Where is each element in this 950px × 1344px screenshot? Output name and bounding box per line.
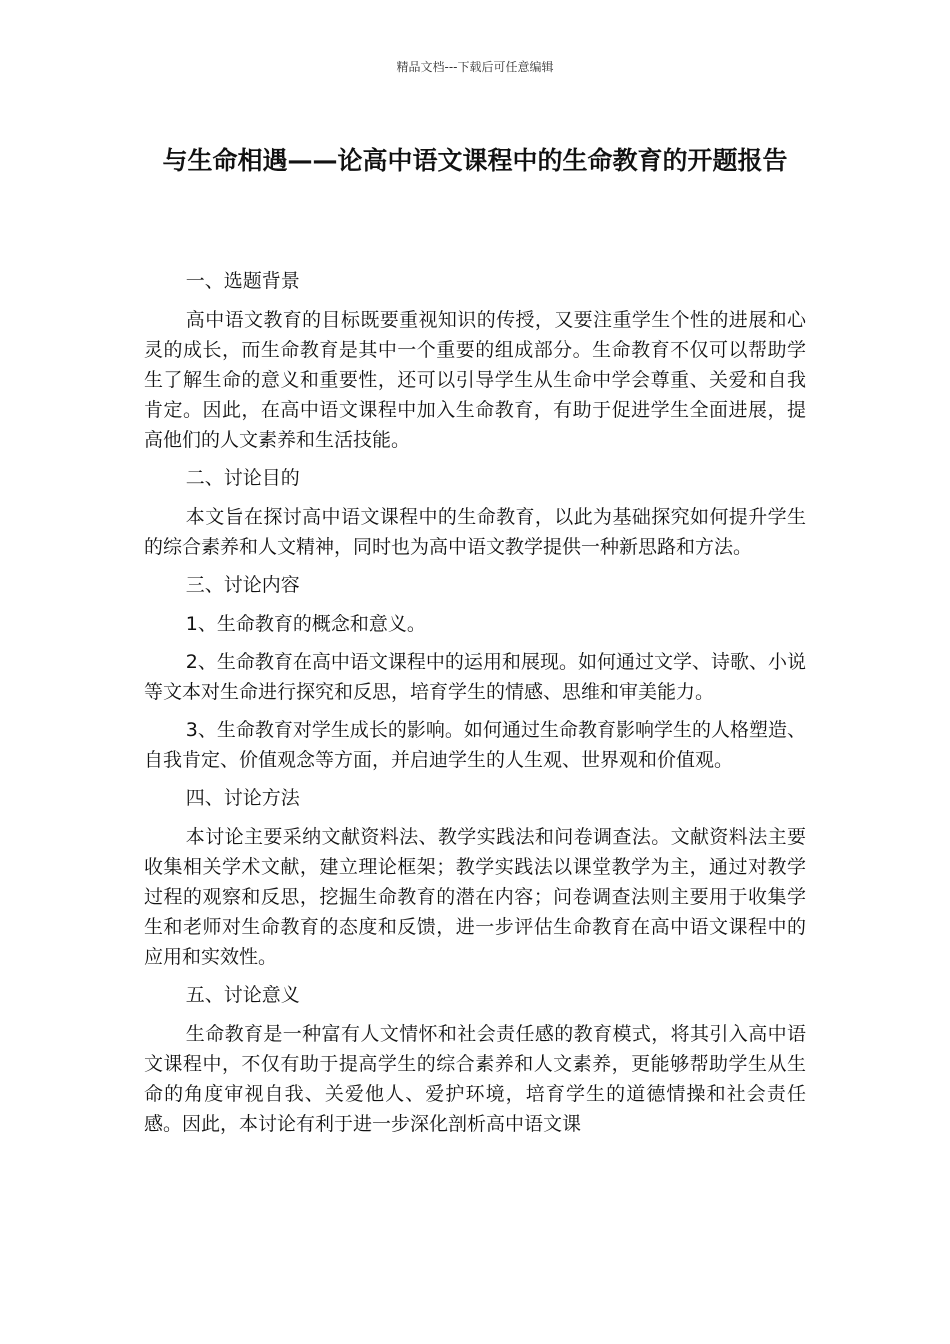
paragraph-significance: 生命教育是一种富有人文情怀和社会责任感的教育模式，将其引入高中语文课程中，不仅有助于提高学生的综合素养和人文素养，更能够帮助学生从生命的角度审视自我、关爱他人、爱护环境，培育学生的道德情操和社会责任感。因此，本讨论有利于进一步深化剖析高中语文课 bbox=[144, 1023, 806, 1135]
header-note: 精品文档---下载后可任意编辑 bbox=[396, 60, 554, 74]
document-body bbox=[144, 266, 806, 1147]
section-heading-purpose: 二、讨论目的 bbox=[185, 467, 300, 489]
paragraph-background: 高中语文教育的目标既要重视知识的传授，又要注重学生个性的进展和心灵的成长，而生命教育是其中一个重要的组成部分。生命教育不仅可以帮助学生了解生命的意义和重要性，还可以引导学生从生命中学会尊重、关爱和自我肯定。因此，在高中语文课程中加入生命教育，有助于促进学生全面进展，提高他们的人文素养和生活技能。 bbox=[144, 309, 806, 451]
content-item-2: 2、生命教育在高中语文课程中的运用和展现。如何通过文学、诗歌、小说等文本对生命进行探究和反思，培育学生的情感、思维和审美能力。 bbox=[144, 651, 806, 703]
document-title: 与生命相遇——论高中语文课程中的生命教育的开题报告 bbox=[162, 146, 788, 175]
content-item-3: 3、生命教育对学生成长的影响。如何通过生命教育影响学生的人格塑造、自我肯定、价值观念等方面，并启迪学生的人生观、世界观和价值观。 bbox=[144, 719, 806, 771]
paragraph-method: 本讨论主要采纳文献资料法、教学实践法和问卷调查法。文献资料法主要收集相关学术文献，建立理论框架；教学实践法以课堂教学为主，通过对教学过程的观察和反思，挖掘生命教育的潜在内容；问卷调查法则主要用于收集学生和老师对生命教育的态度和反馈，进一步评估生命教育在高中语文课程中的应用和实效性。 bbox=[144, 826, 806, 968]
section-heading-content: 三、讨论内容 bbox=[185, 574, 300, 596]
section-heading-background: 一、选题背景 bbox=[185, 270, 300, 292]
paragraph-purpose: 本文旨在探讨高中语文课程中的生命教育，以此为基础探究如何提升学生的综合素养和人文精神，同时也为高中语文教学提供一种新思路和方法。 bbox=[144, 506, 806, 558]
section-heading-significance: 五、讨论意义 bbox=[185, 984, 300, 1006]
content-item-1: 1、生命教育的概念和意义。 bbox=[185, 613, 426, 635]
section-heading-method: 四、讨论方法 bbox=[185, 787, 300, 809]
